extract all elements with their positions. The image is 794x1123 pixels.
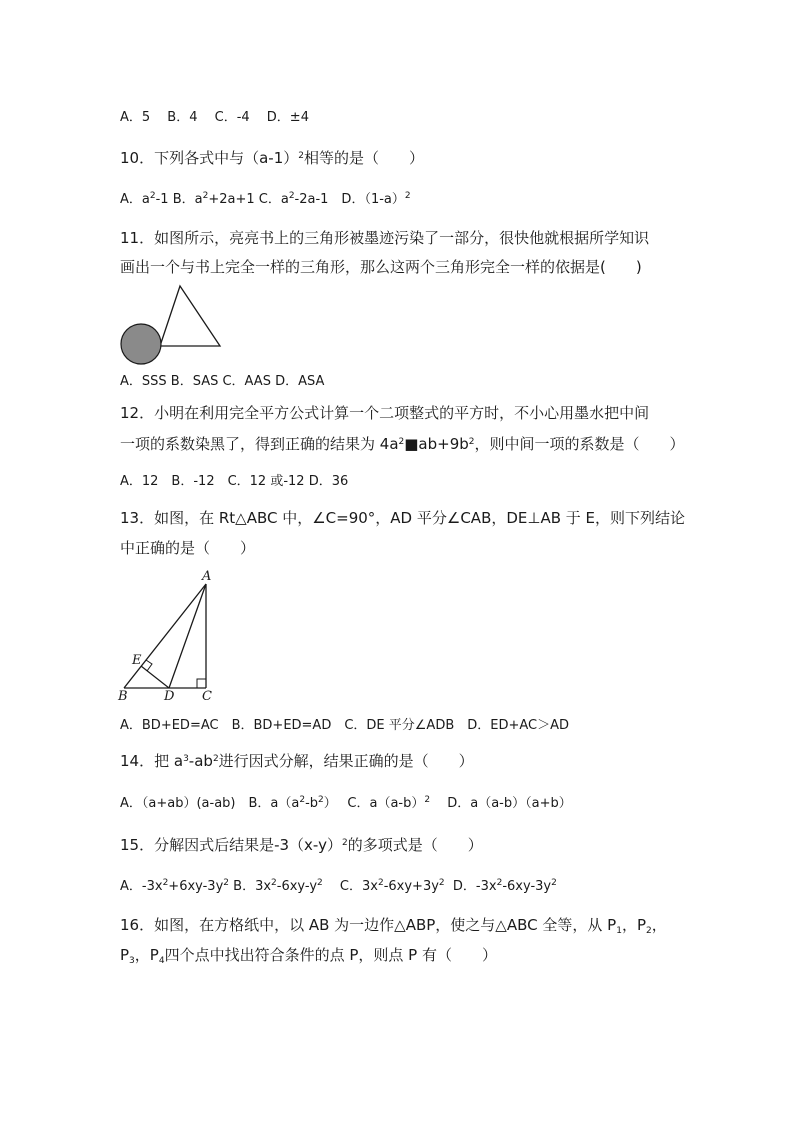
q14-sup: 2 [212,754,219,764]
q16-text: P [120,946,130,964]
q14-opt-text: ） C．a（a-b） [323,796,425,811]
q15-text: 的多项式是（ ） [347,836,483,854]
q10-opt-text: -1 B．a [155,192,203,207]
q14-opt-text: -b [305,796,319,811]
q10-opt-sup: 2 [404,191,411,201]
q15-opt-sup: 2 [271,878,277,888]
q14-options [120,794,572,814]
q15-text: 15．分解因式后结果是-3（x-y） [120,836,342,854]
q15-opt-sup: 2 [317,878,323,888]
q15-opt-text: D．-3x [444,879,497,894]
q14-text: 进行因式分解，结果正确的是（ ） [218,752,474,770]
q10-opt-sup: 2 [288,191,295,201]
q11-figure-ink-triangle [118,282,228,366]
q15-opt-text: -6xy-3y [502,879,552,894]
q14-sup: 3 [183,754,189,764]
q10-opt-sup: 2 [202,191,209,201]
q15-opt-sup: 2 [162,878,169,888]
q10-stem-text-b: 相等的是（ ） [303,149,424,167]
q10-options [120,190,411,210]
q12-text: ■ab+9b [404,435,469,453]
q15-sup: 2 [341,838,348,848]
right-angle-mark-c [197,679,206,688]
q9-options: A．5 B．4 C．-4 D．±4 [120,110,309,125]
triangle-shape [160,286,220,346]
segment-ad [169,584,206,688]
q13-options: A．BD+ED=AC B．BD+ED=AD C．DE 平分∠ADB D．ED+AC＞AD [120,718,570,733]
q10-opt-text: A．a [120,192,150,207]
q13-line1: 13．如图，在 Rt△ABC 中，∠C=90°，AD 平分∠CAB，DE⊥AB 于 E，则下列结论 [120,509,686,527]
q16-line2 [120,945,497,965]
q14-opt-sup: 2 [299,795,306,805]
q10-stem [120,148,424,168]
q15-opt-text: A．-3x [120,879,163,894]
q16-text: 四个点中找出符合条件的点 P，则点 P 有（ ） [164,946,497,964]
label-a: A [202,569,212,584]
q15-opt-sup: 2 [438,878,445,888]
q16-sub: 4 [158,956,165,966]
q14-text: 14．把 a [120,752,184,770]
label-d: D [164,689,175,704]
q12-sup: 2 [398,437,405,447]
q15-opt-text: -6xy-y [276,879,318,894]
q14-opt-text: D．a（a-b）（a+b） [430,796,572,811]
q14-opt-text: A．（a+ab）(a-ab) B．a（a [120,796,300,811]
q12-sup: 2 [468,437,475,447]
q16-text: 16．如图，在方格纸中，以 AB 为一边作△ABP，使之与△ABC 全等，从 P [120,916,617,934]
side-ab [124,584,206,688]
q15-opt-text: B．3x [229,879,272,894]
q15-opt-text: -6xy+3y [383,879,439,894]
q16-line1 [120,915,667,935]
label-e: E [132,653,142,668]
q14-text: -ab [188,752,213,770]
q15-opt-sup: 2 [496,878,503,888]
label-b: B [118,689,128,704]
q14-opt-sup: 2 [318,795,324,805]
q11-options: A．SSS B．SAS C．AAS D．ASA [120,374,325,389]
q15-opt-sup: 2 [377,878,384,888]
q15-opt-text: C．3x [322,879,378,894]
q11-line2: 画出一个与书上完全一样的三角形，那么这两个三角形完全一样的依据是( ) [120,258,642,276]
q15-opt-text: +6xy-3y [168,879,224,894]
q15-stem [120,835,483,855]
q13-line2: 中正确的是（ ） [120,539,256,557]
q12-text: 一项的系数染黑了，得到正确的结果为 4a [120,435,399,453]
q16-text: ， [651,916,667,934]
q12-text: ，则中间一项的系数是（ ） [474,435,685,453]
q10-opt-sup: 2 [149,191,156,201]
segment-de [141,666,169,688]
q10-opt-text: -2a-1 D．（1-a） [294,192,405,207]
q14-stem [120,751,474,771]
q12-line2 [120,434,685,454]
q16-sub: 1 [616,926,622,936]
q16-text: ，P [621,916,646,934]
q12-options: A．12 B．-12 C．12 或-12 D．36 [120,474,349,489]
q16-sub: 3 [129,956,135,966]
q16-text: ，P [134,946,159,964]
q12-line1: 12．小明在利用完全平方公式计算一个二项整式的平方时，不小心用墨水把中间 [120,404,650,422]
q11-line1: 11．如图所示，亮亮书上的三角形被墨迹污染了一部分，很快他就根据所学知识 [120,229,650,247]
right-angle-mark-e [146,660,152,671]
q16-sub: 2 [645,926,652,936]
q15-opt-sup: 2 [551,878,557,888]
label-c: C [202,689,212,704]
q15-opt-sup: 2 [223,878,230,888]
ink-blot [121,324,161,364]
q10-stem-sup: 2 [298,151,304,161]
q10-opt-text: +2a+1 C．a [208,192,289,207]
q10-stem-text: 10．下列各式中与（a-1） [120,149,299,167]
q15-options [120,877,557,897]
q14-opt-sup: 2 [424,795,431,805]
q13-figure-right-triangle [114,566,224,706]
